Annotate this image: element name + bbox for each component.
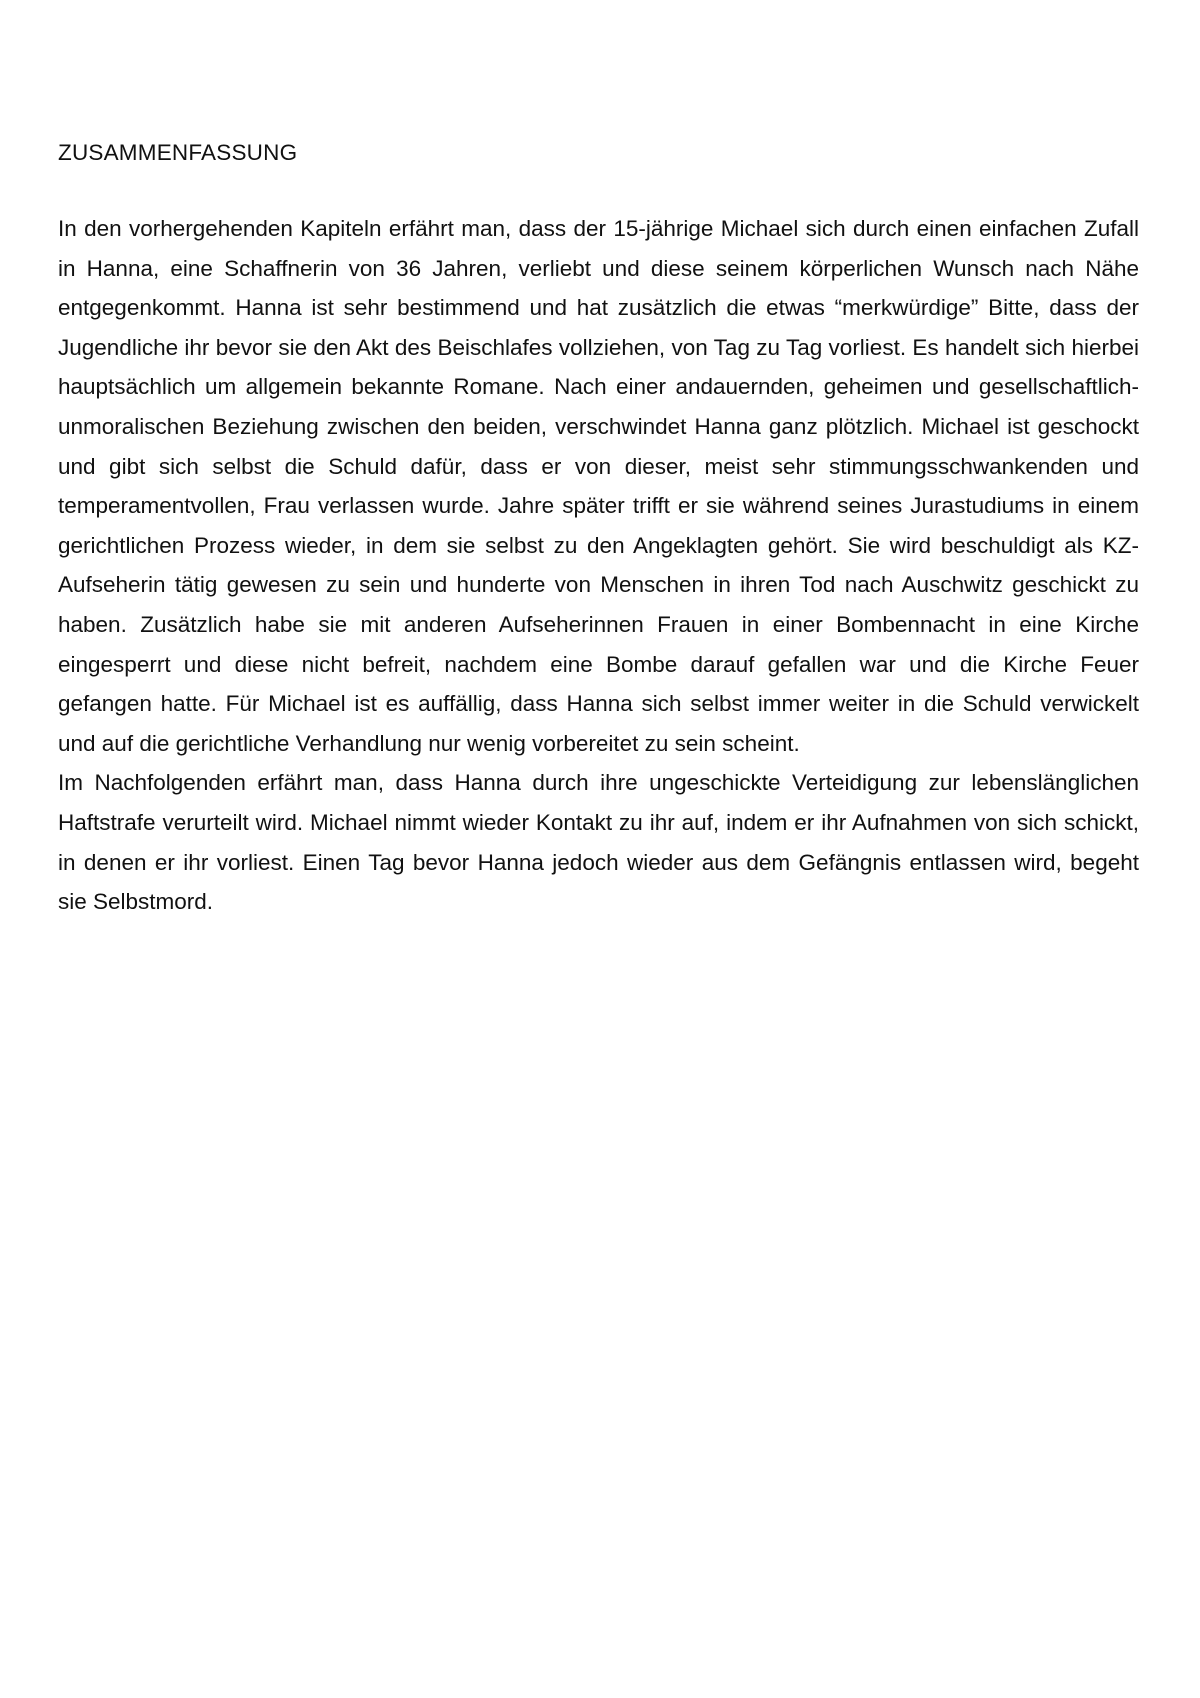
- document-heading: ZUSAMMENFASSUNG: [58, 140, 298, 165]
- document-body: [58, 133, 1139, 922]
- summary-paragraph-1: In den vorhergehenden Kapiteln erfährt man, dass der 15-jährige Michael sich durch einen einfachen Zufall in Hanna, eine Schaffnerin von 36 Jahren, verliebt und diese seinem körperlichen Wunsch nach Nähe entgegenkommt. Hanna ist sehr bestimmend und hat zusätzlich die etwas “merkwürdige” Bitte, dass der Jugendliche ihr bevor sie den Akt des Beischlafes vollziehen, von Tag zu Tag vorliest. Es handelt sich hierbei hauptsächlich um allgemein bekannte Romane. Nach einer andauernden, geheimen und gesellschaftlich-unmoralischen Beziehung zwischen den beiden, verschwindet Hanna ganz plötzlich. Michael ist geschockt und gibt sich selbst die Schuld dafür, dass er von dieser, meist sehr stimmungsschwankenden und temperamentvollen, Frau verlassen wurde. Jahre später trifft er sie während seines Jurastudiums in einem gerichtlichen Prozess wieder, in dem sie selbst zu den Angeklagten gehört. Sie wird beschuldigt als KZ-Aufseherin tätig gewesen zu sein und hunderte von Menschen in ihren Tod nach Auschwitz geschickt zu haben. Zusätzlich habe sie mit anderen Aufseherinnen Frauen in einer Bombennacht in eine Kirche eingesperrt und diese nicht befreit, nachdem eine Bombe darauf gefallen war und die Kirche Feuer gefangen hatte. Für Michael ist es auffällig, dass Hanna sich selbst immer weiter in die Schuld verwickelt und auf die gerichtliche Verhandlung nur wenig vorbereitet zu sein scheint.: [58, 216, 1139, 756]
- summary-paragraph-2: Im Nachfolgenden erfährt man, dass Hanna durch ihre ungeschickte Verteidigung zur lebenslänglichen Haftstrafe verurteilt wird. Michael nimmt wieder Kontakt zu ihr auf, indem er ihr Aufnahmen von sich schickt, in denen er ihr vorliest. Einen Tag bevor Hanna jedoch wieder aus dem Gefängnis entlassen wird, begeht sie Selbstmord.: [58, 770, 1139, 915]
